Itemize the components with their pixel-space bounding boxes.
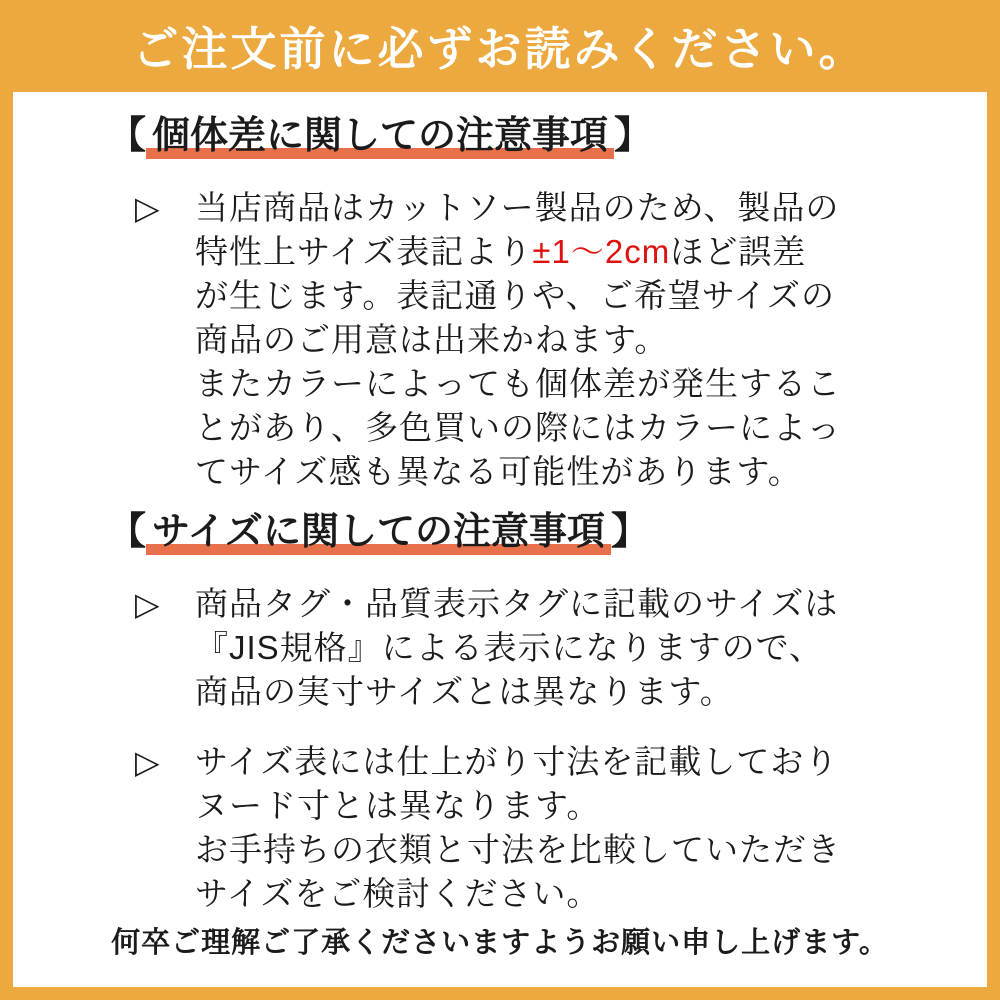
text-line: 当店商品はカットソー製品のため、製品の: [195, 189, 840, 226]
text-line: とがあり、多色買いの際にはカラーによっ: [195, 409, 841, 446]
triangle-bullet-icon: ▷: [135, 744, 160, 780]
notice-item-measurement-text: [195, 740, 841, 916]
tolerance-emphasis: ±1〜2cm: [532, 233, 671, 270]
heading-bracket-open: 【: [108, 511, 147, 553]
text-line: サイズをご検討ください。: [195, 875, 601, 912]
notice-content: [13, 92, 987, 987]
text-segment: 特性上サイズ表記より: [195, 233, 533, 270]
notice-item-kotaisa-text: [195, 186, 841, 494]
footer-message: 何卒ご理解ご了承くださいますようお願い申し上げます。: [111, 927, 889, 959]
heading-bracket-close: 】: [610, 511, 649, 553]
section-heading-kotaisa-label: 個体差に関しての注意事項: [146, 115, 614, 159]
notice-item-tag-size: [135, 582, 957, 714]
section-heading-size: [108, 504, 987, 560]
triangle-bullet-icon: ▷: [135, 586, 160, 622]
text-line: 商品の実寸サイズとは異なります。: [195, 673, 734, 710]
text-line: お手持ちの衣類と寸法を比較していただき: [195, 831, 841, 868]
triangle-bullet-icon: ▷: [135, 190, 160, 226]
heading-bracket-close: 】: [614, 115, 653, 157]
notice-item-tag-size-text: [195, 582, 838, 714]
text-segment: ほど誤差: [670, 233, 807, 270]
footer: [13, 920, 987, 987]
section-heading-kotaisa: [108, 108, 987, 164]
top-banner: [0, 0, 1000, 92]
text-line: [195, 230, 841, 274]
text-line: 商品タグ・品質表示タグに記載のサイズは: [195, 585, 839, 622]
text-line: ヌード寸とは異なります。: [195, 787, 601, 824]
text-line: てサイズ感も異なる可能性があります。: [195, 453, 802, 490]
notice-item-kotaisa: [135, 186, 957, 494]
top-banner-title: ご注文前に必ずお読みください。: [132, 23, 868, 75]
text-line: またカラーによっても個体差が発生するこ: [195, 365, 841, 402]
text-line: サイズ表には仕上がり寸法を記載しており: [195, 743, 839, 780]
notice-item-measurement: [135, 740, 957, 916]
text-line: 『JIS規格』による表示になりますので、: [195, 629, 824, 666]
heading-bracket-open: 【: [108, 115, 147, 157]
section-heading-size-label: サイズに関しての注意事項: [146, 511, 611, 555]
text-line: が生じます。表記通りや、ご希望サイズの: [195, 277, 836, 314]
text-line: 商品のご用意は出来かねます。: [195, 321, 669, 358]
